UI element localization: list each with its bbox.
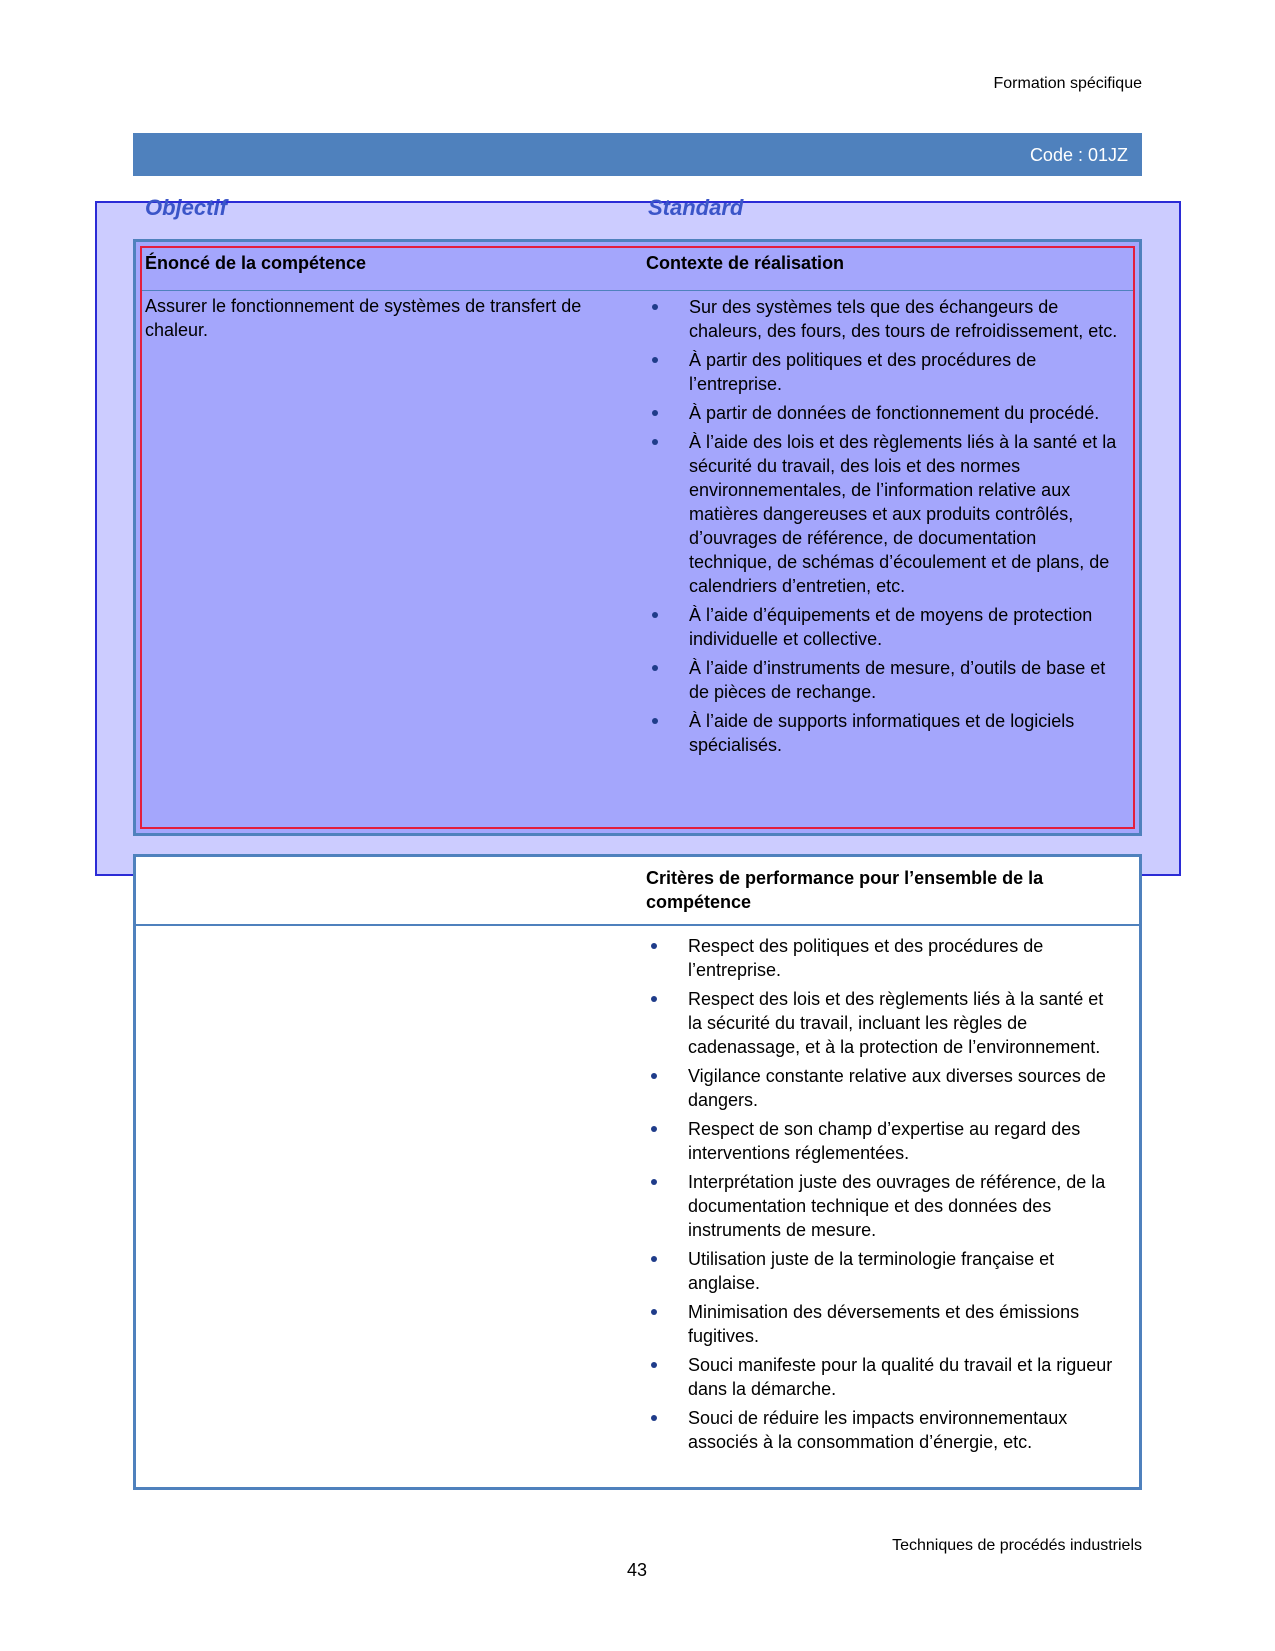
- code-banner: [133, 133, 1142, 176]
- section-standard: Standard: [648, 195, 744, 220]
- contexte-heading: Contexte de réalisation: [646, 253, 845, 273]
- bullet-icon: [651, 996, 657, 1002]
- list-item: Minimisation des déversements et des émissions fugitives.: [648, 1300, 1118, 1348]
- running-header: Formation spécifique: [993, 75, 1142, 92]
- list-item: À l’aide des lois et des règlements liés à la santé et la sécurité du travail, des lois et des normes environnementales, de l’information relative aux matières dangereuses et aux produits contrôlés, d’ouvrages de référence, de documentation technique, de schémas d’écoulement et de plans, de calendriers d’entretien, etc.: [649, 430, 1119, 598]
- footer-program-title: Techniques de procédés industriels: [892, 1537, 1142, 1554]
- bullet-icon: [652, 718, 658, 724]
- list-item: Respect des politiques et des procédures de l’entreprise.: [648, 934, 1118, 982]
- bullet-icon: [651, 1256, 657, 1262]
- list-item: Respect de son champ d’expertise au regard des interventions réglementées.: [648, 1117, 1118, 1165]
- bullet-icon: [651, 1362, 657, 1368]
- list-item: À partir des politiques et des procédures de l’entreprise.: [649, 348, 1119, 396]
- contexte-list: [649, 295, 1119, 762]
- bullet-icon: [652, 612, 658, 618]
- list-item: Respect des lois et des règlements liés à la santé et la sécurité du travail, incluant les règles de cadenassage, et à la protection de l’environnement.: [648, 987, 1118, 1059]
- bullet-icon: [651, 1073, 657, 1079]
- list-item: Vigilance constante relative aux diverses sources de dangers.: [648, 1064, 1118, 1112]
- list-item: À l’aide d’instruments de mesure, d’outils de base et de pièces de rechange.: [649, 656, 1119, 704]
- enonce-heading: Énoncé de la compétence: [145, 253, 367, 273]
- criteres-heading: Critères de performance pour l’ensemble de la compétence: [646, 868, 1044, 912]
- bullet-icon: [651, 1179, 657, 1185]
- bullet-icon: [651, 1415, 657, 1421]
- bullet-icon: [652, 304, 658, 310]
- page-number: 43: [627, 1560, 648, 1580]
- list-item: À l’aide de supports informatiques et de logiciels spécialisés.: [649, 709, 1119, 757]
- bullet-icon: [651, 1309, 657, 1315]
- bullet-icon: [652, 410, 658, 416]
- list-item: Souci manifeste pour la qualité du travail et la rigueur dans la démarche.: [648, 1353, 1118, 1401]
- list-item: À l’aide d’équipements et de moyens de protection individuelle et collective.: [649, 603, 1119, 651]
- bullet-icon: [652, 439, 658, 445]
- bullet-icon: [652, 357, 658, 363]
- section-objectif: Objectif: [145, 195, 227, 220]
- competency-code: Code : 01JZ: [1029, 145, 1128, 165]
- list-item: Interprétation juste des ouvrages de référence, de la documentation technique et des données des instruments de mesure.: [648, 1170, 1118, 1242]
- list-item: À partir de données de fonctionnement du procédé.: [649, 401, 1119, 425]
- table-header-rule: [142, 290, 1133, 291]
- bullet-icon: [651, 943, 657, 949]
- bullet-icon: [652, 665, 658, 671]
- list-item: Sur des systèmes tels que des échangeurs de chaleurs, des fours, des tours de refroidissement, etc.: [649, 295, 1119, 343]
- list-item: Souci de réduire les impacts environnementaux associés à la consommation d’énergie, etc.: [648, 1406, 1118, 1454]
- enonce-text: Assurer le fonctionnement de systèmes de transfert de chaleur.: [145, 296, 582, 340]
- criteres-list: [648, 934, 1118, 1459]
- bullet-icon: [651, 1126, 657, 1132]
- list-item: Utilisation juste de la terminologie française et anglaise.: [648, 1247, 1118, 1295]
- table-header-rule: [136, 924, 1139, 926]
